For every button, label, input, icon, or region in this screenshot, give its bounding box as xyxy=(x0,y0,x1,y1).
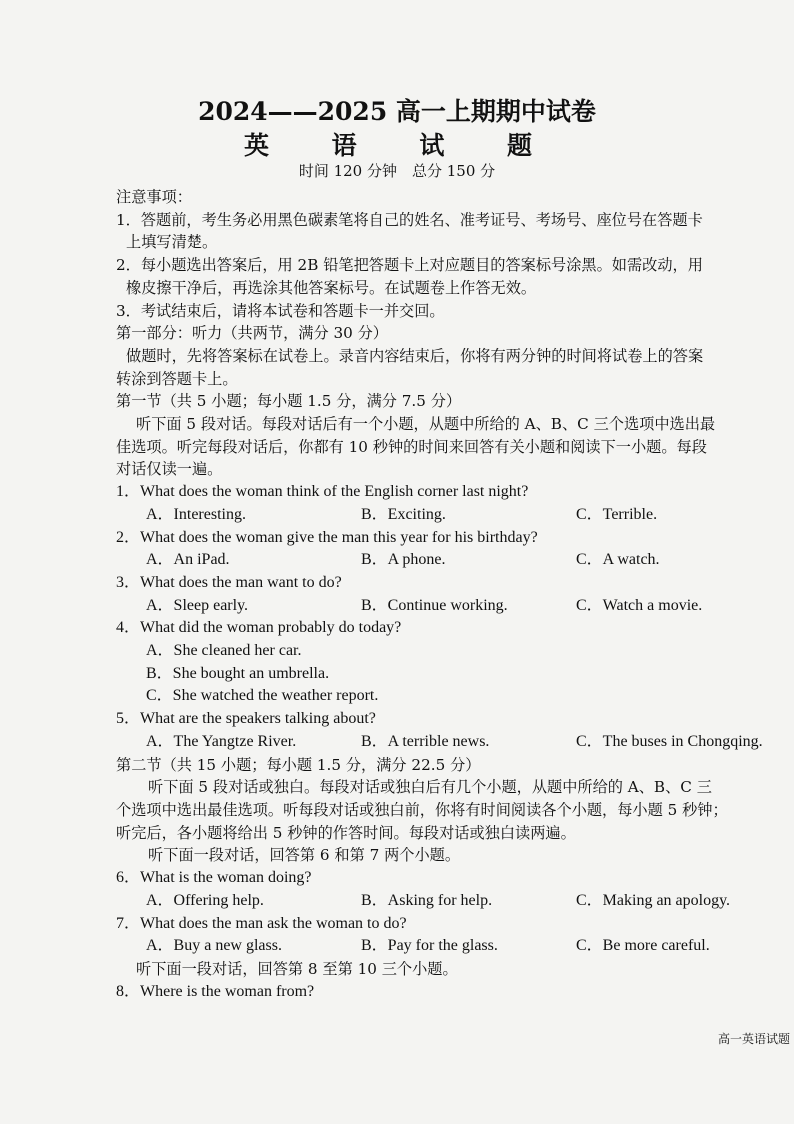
question-1: 1．What does the woman think of the English corner last night? xyxy=(116,483,529,501)
options-2 xyxy=(116,549,788,572)
question-4: 4．What did the woman probably do today? xyxy=(116,619,402,637)
options-5 xyxy=(116,731,788,754)
section1-intro: 听下面 5 段对话。每段对话后有一个小题，从题中所给的 A、B、C 三个选项中选出最 xyxy=(136,415,716,434)
section2-intro: 听下面 5 段对话或独白。每段对话或独白后有几个小题，从题中所给的 A、B、C 三 xyxy=(148,778,712,797)
option-a: A．An iPad. xyxy=(146,551,230,569)
part1-intro: 做题时，先将答案标在试卷上。录音内容结束后，你将有两分钟的时间将试卷上的答案 xyxy=(126,346,704,365)
option-c: C．Watch a movie. xyxy=(576,596,703,614)
instruction-8-10: 听下面一段对话，回答第 8 至第 10 三个小题。 xyxy=(136,959,458,978)
options-3 xyxy=(116,595,788,618)
section2-heading: 第二节（共 15 小题；每小题 1.5 分，满分 22.5 分） xyxy=(116,755,481,774)
option-c: C．Terrible. xyxy=(576,505,658,523)
option-b: B．Asking for help. xyxy=(361,891,493,909)
section1-intro: 佳选项。听完每段对话后，你都有 10 秒钟的时间来回答有关小题和阅读下一小题。每段 xyxy=(116,437,707,456)
exam-body xyxy=(116,186,788,1003)
option-a: A．Offering help. xyxy=(146,891,264,909)
option-a: A．Interesting. xyxy=(146,505,246,523)
note-item: 上填写清楚。 xyxy=(126,233,218,252)
option-c: C．A watch. xyxy=(576,551,660,569)
question-3: 3．What does the man want to do? xyxy=(116,573,342,591)
option-c: C．The buses in Chongqing. xyxy=(576,732,763,750)
section1-intro: 对话仅读一遍。 xyxy=(116,460,223,479)
note-item: 3．考试结束后，请将本试卷和答题卡一并交回。 xyxy=(116,301,445,320)
notes-heading: 注意事项： xyxy=(116,188,192,206)
option-c: C．She watched the weather report. xyxy=(146,687,379,705)
option-c: C．Making an apology. xyxy=(576,891,731,909)
note-item: 橡皮擦干净后，再选涂其他答案标号。在试题卷上作答无效。 xyxy=(126,278,537,297)
section2-intro: 听完后，各小题将给出 5 秒钟的作答时间。每段对话或独白读两遍。 xyxy=(116,823,576,842)
part1-intro: 转涂到答题卡上。 xyxy=(116,369,238,388)
option-a: A．Buy a new glass. xyxy=(146,937,282,955)
question-2: 2．What does the woman give the man this year for his birthday? xyxy=(116,528,538,546)
question-5: 5．What are the speakers talking about? xyxy=(116,710,376,728)
option-a: A．The Yangtze River. xyxy=(146,732,297,750)
options-7 xyxy=(116,935,788,958)
part1-heading: 第一部分：听力（共两节，满分 30 分） xyxy=(116,324,388,343)
exam-subject: 英 语 试 题 xyxy=(243,131,551,160)
note-item: 1．答题前，考生务必用黑色碳素笔将自己的姓名、准考证号、考场号、座位号在答题卡 xyxy=(116,210,703,229)
section1-heading: 第一节（共 5 小题；每小题 1.5 分，满分 7.5 分） xyxy=(116,392,462,411)
question-6: 6．What is the woman doing? xyxy=(116,869,312,887)
option-b: B．Exciting. xyxy=(361,505,446,523)
option-b: B．Pay for the glass. xyxy=(361,937,498,955)
exam-title: 2024——2025 高一上期期中试卷 xyxy=(198,97,596,126)
question-7: 7．What does the man ask the woman to do? xyxy=(116,914,407,932)
option-b: B．She bought an umbrella. xyxy=(146,664,330,682)
option-b: B．A phone. xyxy=(361,551,446,569)
page-footer: 高一英语试题 xyxy=(717,1032,790,1046)
option-b: B．A terrible news. xyxy=(361,732,490,750)
options-1 xyxy=(116,504,788,527)
time-info: 时间 120 分钟 总分 150 分 xyxy=(298,162,496,180)
option-a: A．Sleep early. xyxy=(146,596,249,614)
note-item: 2．每小题选出答案后，用 2B 铅笔把答题卡上对应题目的答案标号涂黑。如需改动，用 xyxy=(116,256,703,275)
option-a: A．She cleaned her car. xyxy=(146,642,302,660)
options-6 xyxy=(116,890,788,913)
section2-intro: 个选项中选出最佳选项。听每段对话或独白前，你将有时间阅读各个小题，每小题 5 秒钟； xyxy=(116,800,728,819)
option-b: B．Continue working. xyxy=(361,596,508,614)
option-c: C．Be more careful. xyxy=(576,937,710,955)
instruction-6-7: 听下面一段对话，回答第 6 和第 7 两个小题。 xyxy=(148,846,461,865)
question-8: 8．Where is the woman from? xyxy=(116,982,315,1000)
